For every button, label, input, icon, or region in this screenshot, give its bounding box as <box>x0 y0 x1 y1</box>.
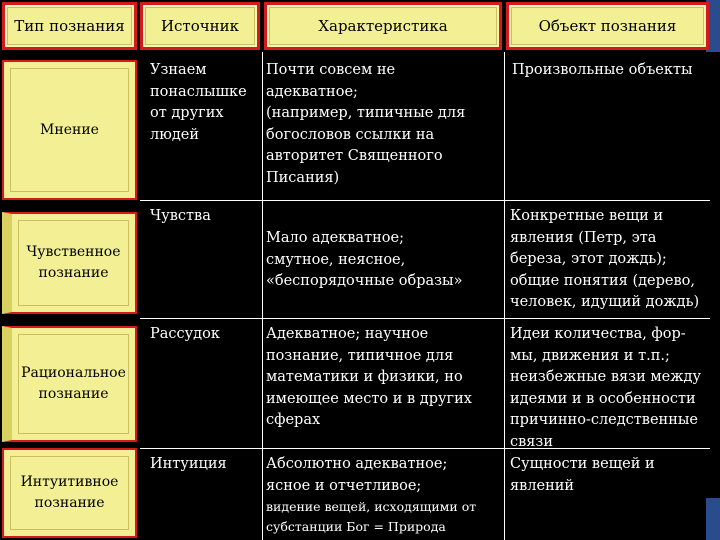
object-cell-2: Идеи количества, фор- мы, движения и т.п.; неизбежные вязи между идеями и в особенности причинно-следственные связи <box>510 326 702 450</box>
source-cell-2: Рассудок <box>150 326 220 342</box>
source-cell-1: Чувства <box>150 208 211 224</box>
grid-line <box>140 200 710 201</box>
type-opinion: Мнение <box>2 60 137 200</box>
object-cell-0: Произвольные объекты <box>512 62 693 78</box>
header-source: Источник <box>140 2 260 50</box>
grid-line <box>140 318 710 319</box>
grid-line <box>504 52 505 540</box>
type-sensory: Чувственное познание <box>2 212 137 314</box>
type-intuitive: Интуитивное познание <box>2 448 137 538</box>
header-characteristic: Характеристика <box>264 2 502 50</box>
grid-line <box>262 52 263 540</box>
source-cell-0: Узнаем понаслышке от других людей <box>150 62 247 143</box>
blue-edge-bottom <box>706 498 720 540</box>
source-cell-3: Интуиция <box>150 456 227 472</box>
object-cell-1: Конкретные вещи и явления (Петр, эта береза, этот дождь); общие понятия (дерево, человек, идущий дождь) <box>510 208 700 310</box>
characteristic-cell-1: Мало адекватное; смутное, неясное, «беспорядочные образы» <box>266 230 463 289</box>
object-cell-3: Сущности вещей и явлений <box>510 456 655 494</box>
type-rational: Рациональное познание <box>2 326 137 442</box>
header-object: Объект познания <box>506 2 709 50</box>
characteristic-cell-3: Абсолютно адекватное; ясное и отчетливое; видение вещей, исходящими от субстанции Бог = Природа <box>266 456 477 534</box>
characteristic-cell-2: Адекватное; научное познание, типичное для математики и физики, но имеющее место и в других сферах <box>266 326 472 428</box>
header-type: Тип познания <box>2 2 137 50</box>
characteristic-cell-0: Почти совсем не адекватное; (например, типичные для богословов ссылки на авторитет Священного Писания) <box>266 62 466 186</box>
